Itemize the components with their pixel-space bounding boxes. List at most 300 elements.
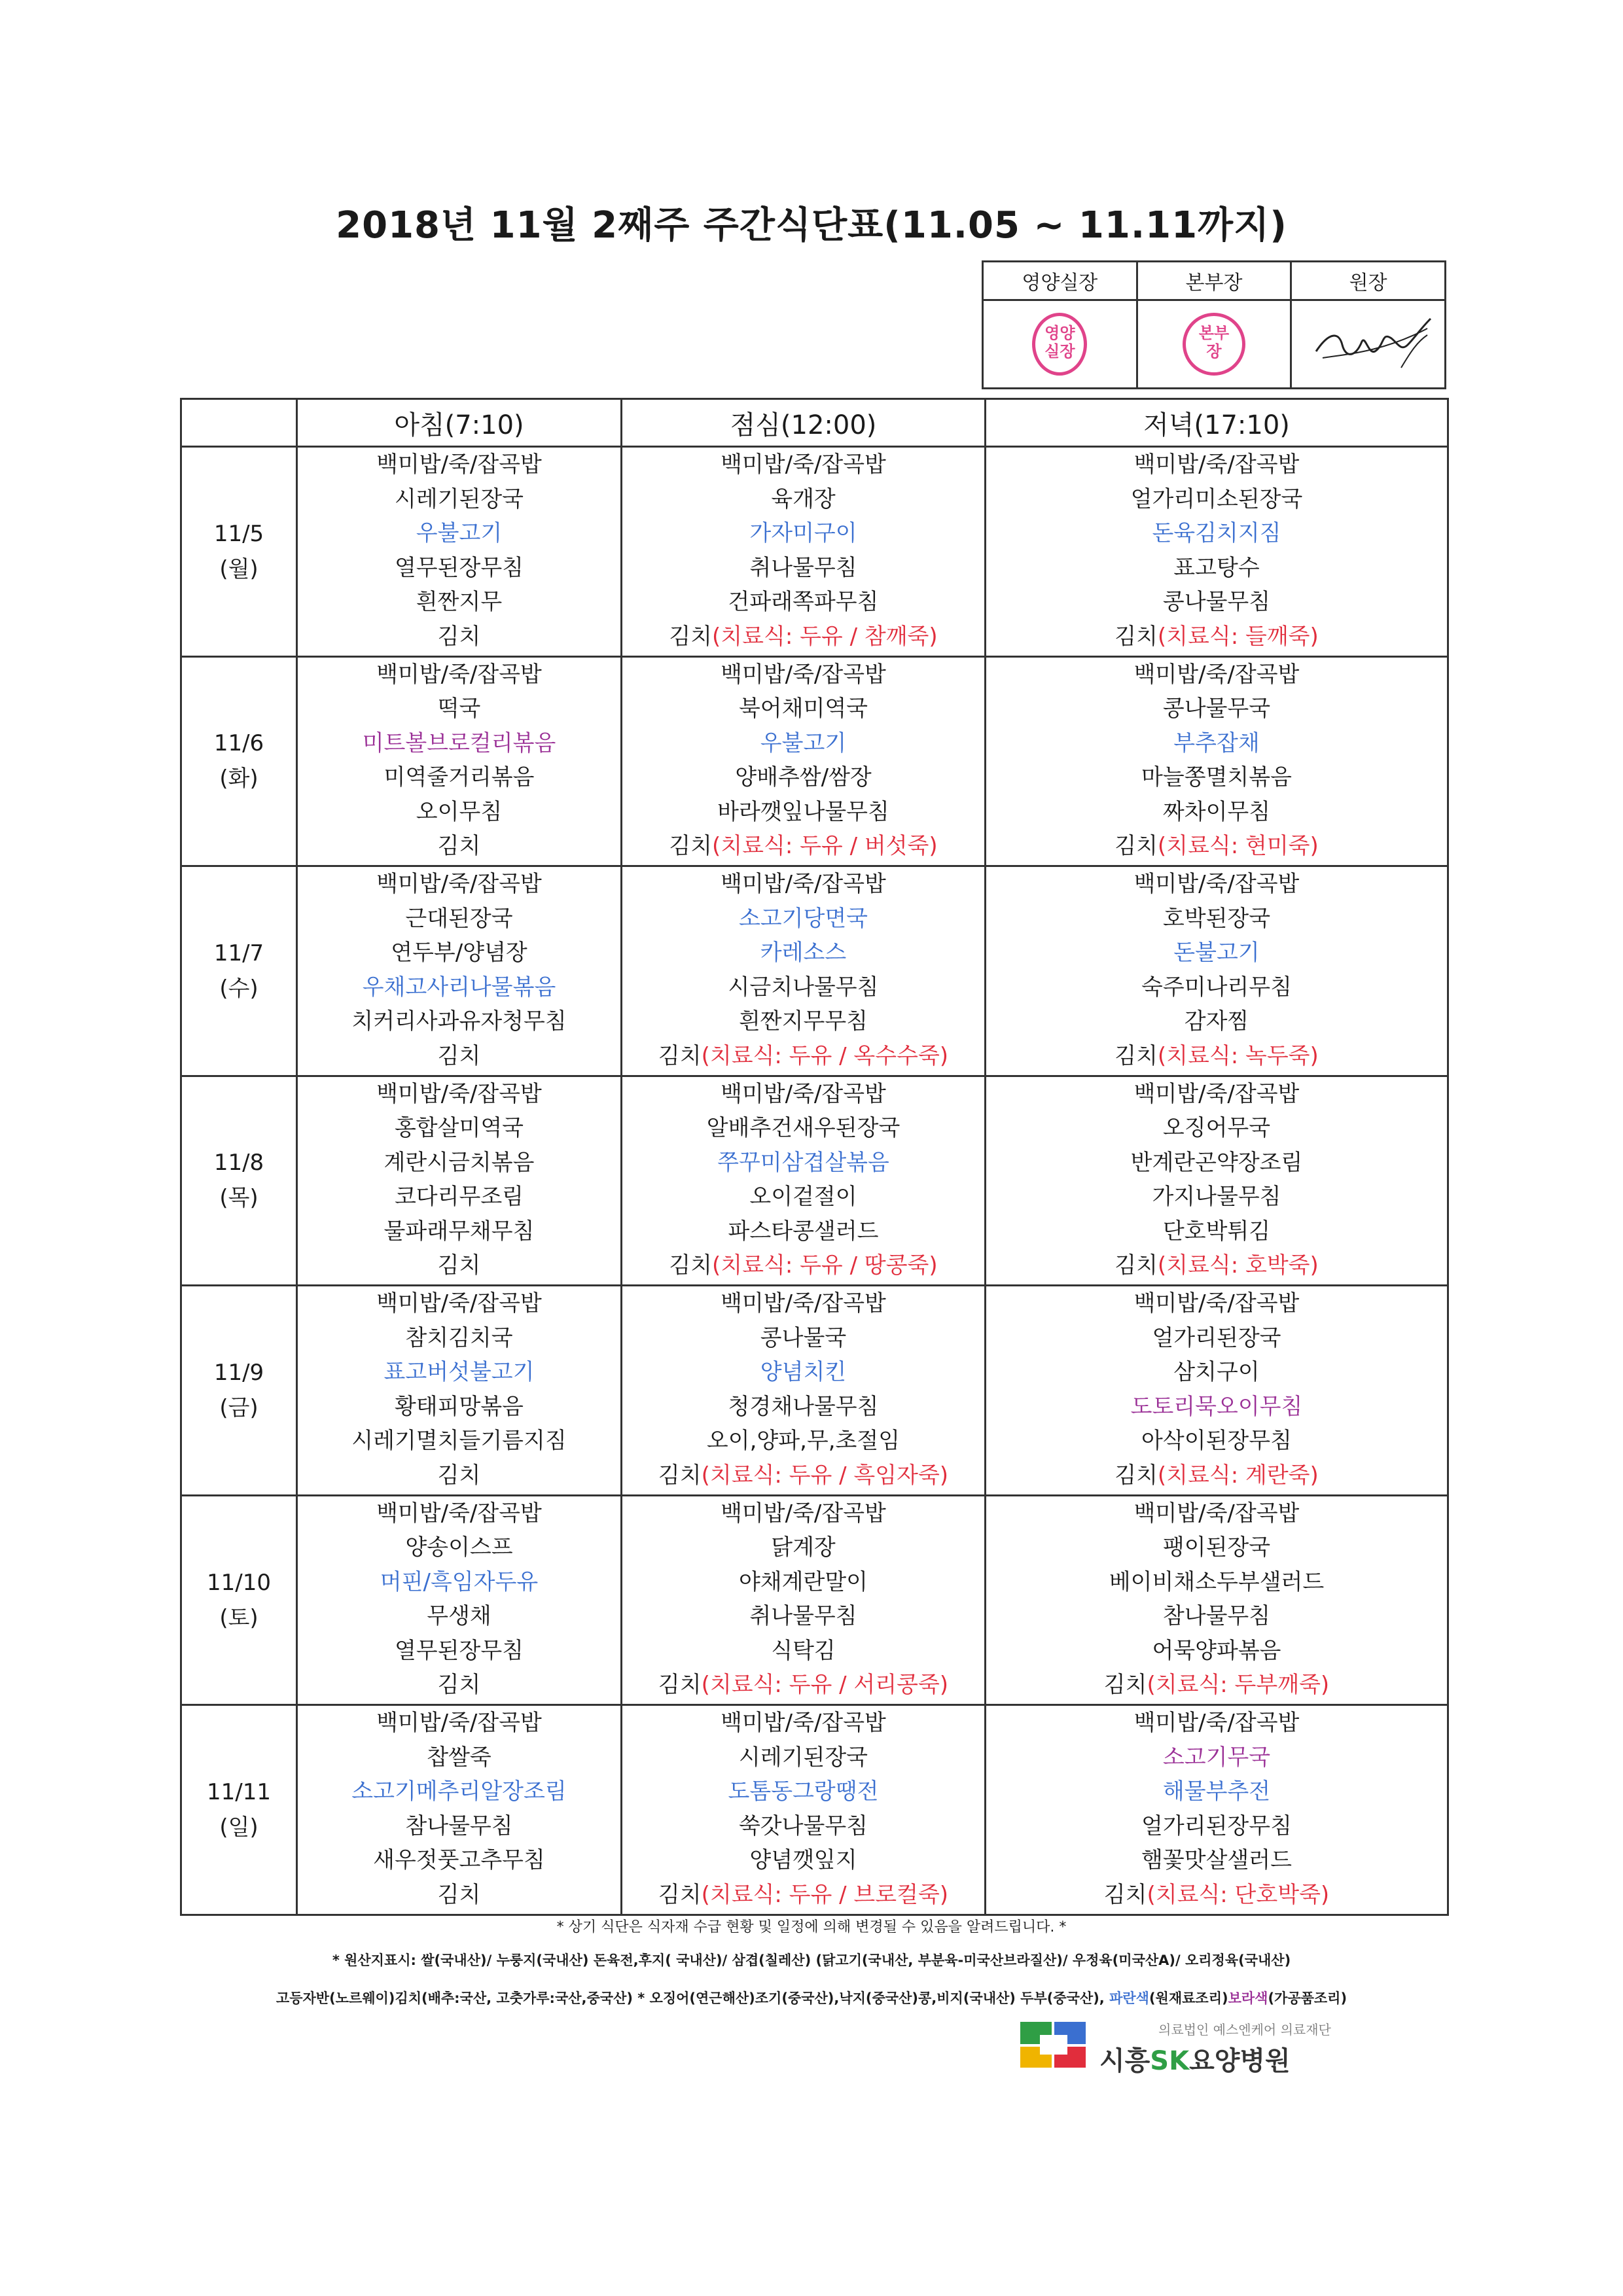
menu-item	[986, 692, 1447, 726]
menu-item-text: 취나물무침	[749, 1603, 857, 1630]
menu-item-text: 근대된장국	[405, 905, 513, 932]
therapeutic-diet-note: (치료식: 두부깨죽)	[1147, 1672, 1330, 1699]
menu-item-text: 김치	[437, 623, 481, 650]
menu-item	[986, 1248, 1447, 1283]
menu-item-text: 김치	[1115, 1042, 1158, 1069]
menu-item-text: 김치	[1115, 833, 1158, 860]
menu-item	[622, 585, 984, 620]
menu-item	[298, 1530, 620, 1565]
therapeutic-diet-note: (치료식: 호박죽)	[1157, 1252, 1319, 1279]
menu-item-text: 쭈꾸미삼겹살볶음	[717, 1149, 889, 1176]
menu-item	[298, 1740, 620, 1775]
menu-item-text: 백미밥/죽/잡곡밥	[721, 1500, 886, 1527]
menu-item	[986, 1496, 1447, 1531]
menu-item	[622, 1565, 984, 1600]
menu-item	[622, 1706, 984, 1740]
menu-item-text: 감자찜	[1184, 1008, 1249, 1035]
menu-item	[986, 1077, 1447, 1112]
menu-item	[298, 1843, 620, 1878]
menu-item-text: 새우젓풋고추무침	[373, 1847, 545, 1874]
lunch-cell	[622, 1286, 986, 1496]
menu-item	[622, 760, 984, 795]
menu-item-text: 숙주미나리무침	[1141, 974, 1292, 1000]
menu-header-row	[181, 399, 1448, 447]
menu-item	[986, 1809, 1447, 1844]
menu-item-text: 시레기멸치들기름지짐	[351, 1428, 567, 1455]
menu-item-text: 김치	[1115, 1252, 1158, 1279]
menu-item-text: 양배추쌈/쌈장	[735, 764, 872, 791]
menu-item	[622, 867, 984, 902]
menu-header-breakfast: 아침(7:10)	[297, 399, 622, 447]
menu-item-text: 얼가리미소된장국	[1130, 486, 1303, 512]
hospital-name-pre: 시흥	[1099, 2046, 1150, 2076]
day-weekday: (월)	[219, 556, 259, 582]
menu-item-text: 미트볼브로컬리볶음	[362, 730, 556, 756]
menu-item-text: 반계란곤약장조림	[1130, 1149, 1303, 1176]
menu-item	[622, 1530, 984, 1565]
menu-item	[986, 1565, 1447, 1600]
dinner-cell	[986, 866, 1448, 1076]
menu-day-row	[181, 1286, 1448, 1496]
menu-item	[622, 1668, 984, 1703]
menu-item	[986, 829, 1447, 864]
menu-item-text: 파스타콩샐러드	[728, 1218, 879, 1245]
menu-item-text: 표고탕수	[1173, 554, 1260, 581]
menu-item-text: 얼가리된장국	[1152, 1324, 1281, 1351]
menu-item-text: 코다리무조림	[394, 1184, 524, 1210]
therapeutic-diet-note: (치료식: 현미죽)	[1157, 833, 1319, 860]
menu-item	[622, 1390, 984, 1424]
day-date: 11/10	[207, 1569, 271, 1596]
menu-item-text: 물파래무채무침	[383, 1218, 535, 1245]
menu-item	[298, 1565, 620, 1600]
menu-item	[622, 1286, 984, 1321]
menu-header-lunch: 점심(12:00)	[622, 399, 986, 447]
day-date: 11/6	[213, 730, 264, 757]
menu-item-text: 건파래쪽파무침	[728, 589, 879, 615]
menu-item-text: 짜차이무침	[1162, 798, 1271, 825]
menu-item-text: 김치	[669, 833, 713, 860]
menu-item	[298, 1878, 620, 1913]
menu-header-dinner: 저녁(17:10)	[986, 399, 1448, 447]
hospital-name	[1099, 2040, 1291, 2077]
menu-item-text: 호박된장국	[1162, 905, 1271, 932]
breakfast-cell	[297, 1705, 622, 1915]
legend-blue-word: 파란색	[1109, 1990, 1149, 2006]
day-weekday: (화)	[219, 766, 259, 792]
lunch-cell	[622, 1495, 986, 1705]
menu-item	[622, 1634, 984, 1669]
menu-item	[986, 1180, 1447, 1214]
menu-item-text: 시레기된장국	[394, 486, 524, 512]
day-cell	[181, 1286, 297, 1496]
menu-item-text: 소고기무국	[1162, 1744, 1271, 1771]
therapeutic-diet-note: (치료식: 두유 / 브로컬죽)	[701, 1881, 949, 1908]
menu-item-text: 백미밥/죽/잡곡밥	[376, 451, 542, 478]
menu-item-text: 치커리사과유자청무침	[351, 1008, 567, 1035]
day-cell	[181, 866, 297, 1076]
menu-item	[298, 1248, 620, 1283]
menu-item-text: 콩나물무국	[1162, 696, 1271, 722]
menu-item-text: 무생채	[427, 1603, 491, 1630]
menu-item	[298, 1111, 620, 1146]
therapeutic-diet-note: (치료식: 계란죽)	[1157, 1462, 1319, 1489]
menu-item	[298, 1809, 620, 1844]
menu-item-text: 백미밥/죽/잡곡밥	[376, 1080, 542, 1107]
menu-item-text: 얼가리된장무침	[1141, 1812, 1292, 1839]
menu-item	[298, 658, 620, 692]
menu-item	[298, 1668, 620, 1703]
menu-item-text: 백미밥/죽/잡곡밥	[1133, 1290, 1300, 1317]
menu-header-empty	[181, 399, 297, 447]
day-weekday: (금)	[219, 1395, 259, 1422]
menu-item-text: 마늘쫑멸치볶음	[1141, 764, 1292, 791]
menu-item-text: 연두부/양념장	[391, 940, 527, 966]
menu-item	[986, 867, 1447, 902]
menu-item	[622, 936, 984, 970]
menu-item-text: 백미밥/죽/잡곡밥	[721, 661, 886, 688]
approval-header-chief: 원장	[1291, 262, 1446, 300]
therapeutic-diet-note: (치료식: 두유 / 옥수수죽)	[701, 1042, 949, 1069]
menu-item-text: 찹쌀죽	[427, 1744, 491, 1771]
dinner-cell	[986, 447, 1448, 657]
menu-item	[622, 1355, 984, 1390]
origin-note-2-text: 고등자반(노르웨이)김치(배추:국산, 고춧가루:국산,중국산) * 오징어(연근해산)조기(중국산),낙지(중국산)콩,비지(국내산) 두부(중국산),	[276, 1990, 1110, 2006]
hospital-logo-icon	[1018, 2018, 1090, 2070]
menu-item	[986, 795, 1447, 830]
menu-item-text: 양념깻잎지	[749, 1847, 857, 1874]
day-date: 11/5	[213, 520, 264, 547]
chief-signature-icon	[1303, 306, 1434, 378]
breakfast-cell	[297, 866, 622, 1076]
menu-item	[298, 970, 620, 1005]
menu-day-row	[181, 1705, 1448, 1915]
menu-item-text: 백미밥/죽/잡곡밥	[721, 451, 886, 478]
therapeutic-diet-note: (치료식: 단호박죽)	[1147, 1881, 1330, 1908]
menu-item-text: 오이겉절이	[749, 1184, 857, 1210]
menu-item-text: 백미밥/죽/잡곡밥	[1133, 1710, 1300, 1737]
menu-item	[622, 902, 984, 936]
therapeutic-diet-note: (치료식: 두유 / 땅콩죽)	[712, 1252, 938, 1279]
menu-item-text: 백미밥/죽/잡곡밥	[376, 1500, 542, 1527]
menu-item	[986, 551, 1447, 586]
nutrition-seal-stamp: 영양 실장	[1032, 313, 1087, 376]
day-date: 11/9	[213, 1360, 264, 1386]
menu-item-text: 양념치킨	[760, 1359, 847, 1386]
menu-item-text: 돈불고기	[1173, 940, 1260, 966]
dinner-cell	[986, 1076, 1448, 1286]
menu-item-text: 도토리묵오이무침	[1130, 1393, 1303, 1420]
menu-item	[298, 1039, 620, 1074]
menu-item	[986, 1634, 1447, 1669]
menu-item	[986, 1039, 1447, 1074]
menu-item-text: 시금치나물무침	[728, 974, 879, 1000]
menu-item	[298, 620, 620, 654]
menu-item	[298, 1077, 620, 1112]
menu-item	[622, 1740, 984, 1775]
menu-item	[986, 1424, 1447, 1458]
menu-item	[298, 1180, 620, 1214]
menu-item-text: 우불고기	[416, 520, 503, 546]
menu-item	[298, 1390, 620, 1424]
hospital-name-sk: SK	[1150, 2046, 1190, 2076]
menu-item	[986, 1843, 1447, 1878]
menu-item-text: 햄꽃맛살샐러드	[1141, 1847, 1292, 1874]
menu-item-text: 야채계란말이	[738, 1568, 868, 1595]
menu-item-text: 오징어무국	[1162, 1115, 1271, 1142]
menu-item	[986, 1775, 1447, 1809]
menu-item-text: 김치	[1103, 1881, 1147, 1908]
approval-sign-director	[1137, 300, 1291, 389]
weekly-menu-table	[180, 398, 1449, 1916]
menu-item	[986, 620, 1447, 654]
menu-item	[986, 970, 1447, 1005]
legend-purple-word: 보라색	[1228, 1990, 1268, 2006]
day-cell	[181, 1076, 297, 1286]
menu-item	[986, 1668, 1447, 1703]
menu-item	[986, 1214, 1447, 1249]
menu-item	[986, 516, 1447, 551]
lunch-cell	[622, 866, 986, 1076]
menu-item	[622, 551, 984, 586]
menu-item-text: 백미밥/죽/잡곡밥	[1133, 871, 1300, 898]
menu-item	[622, 516, 984, 551]
menu-item	[622, 795, 984, 830]
menu-item	[298, 1004, 620, 1039]
menu-item-text: 황태피망볶음	[394, 1393, 524, 1420]
menu-item	[986, 1458, 1447, 1493]
menu-item	[622, 620, 984, 654]
menu-item	[986, 1390, 1447, 1424]
menu-item	[298, 482, 620, 517]
menu-item	[622, 1424, 984, 1458]
menu-item-text: 열무된장무침	[394, 1637, 524, 1664]
menu-item-text: 가지나물무침	[1152, 1184, 1281, 1210]
menu-item	[986, 1740, 1447, 1775]
menu-item-text: 흰짠지무무침	[738, 1008, 868, 1035]
menu-item-text: 백미밥/죽/잡곡밥	[1133, 661, 1300, 688]
menu-item	[622, 1809, 984, 1844]
menu-item	[986, 1599, 1447, 1634]
menu-item-text: 콩나물무침	[1162, 589, 1271, 615]
menu-body	[181, 447, 1448, 1915]
menu-item-text: 돈육김치지짐	[1152, 520, 1281, 546]
menu-item	[986, 726, 1447, 761]
menu-item	[298, 1286, 620, 1321]
menu-item-text: 삼치구이	[1173, 1359, 1260, 1386]
menu-item	[986, 1146, 1447, 1180]
breakfast-cell	[297, 656, 622, 866]
menu-item-text: 팽이된장국	[1162, 1534, 1271, 1561]
menu-item-text: 베이비채소두부샐러드	[1109, 1568, 1325, 1595]
dinner-cell	[986, 1495, 1448, 1705]
hospital-logo	[1018, 2015, 1397, 2074]
menu-item	[298, 936, 620, 970]
menu-item	[298, 760, 620, 795]
menu-item-text: 콩나물국	[760, 1324, 847, 1351]
menu-item-text: 김치	[658, 1881, 702, 1908]
menu-item	[622, 829, 984, 864]
approval-sign-nutrition	[983, 300, 1137, 389]
lunch-cell	[622, 1705, 986, 1915]
menu-item-text: 계란시금치볶음	[383, 1149, 535, 1176]
menu-item	[622, 1878, 984, 1913]
lunch-cell	[622, 447, 986, 657]
menu-item	[298, 692, 620, 726]
menu-item	[986, 902, 1447, 936]
day-date: 11/7	[213, 940, 264, 966]
menu-item	[986, 1878, 1447, 1913]
page-title: 2018년 11월 2째주 주간식단표(11.05 ~ 11.11까지)	[336, 204, 1287, 247]
approval-box	[982, 260, 1446, 389]
approval-header-nutrition: 영양실장	[983, 262, 1137, 300]
therapeutic-diet-note: (치료식: 두유 / 서리콩죽)	[701, 1672, 949, 1699]
menu-item-text: 오이,양파,무,초절임	[706, 1428, 901, 1455]
menu-item	[622, 1458, 984, 1493]
day-weekday: (토)	[219, 1604, 259, 1631]
day-weekday: (목)	[219, 1185, 259, 1212]
menu-item	[298, 585, 620, 620]
legend-purple-desc: (가공품조리)	[1268, 1990, 1347, 2006]
menu-item-text: 백미밥/죽/잡곡밥	[1133, 1500, 1300, 1527]
menu-item	[986, 1706, 1447, 1740]
menu-item-text: 소고기메추리알장조림	[351, 1778, 567, 1805]
logo-subtitle: 의료법인 예스엔케어 의료재단	[1158, 2022, 1331, 2038]
day-cell	[181, 447, 297, 657]
menu-item	[298, 448, 620, 482]
menu-item-text: 도톰동그랑땡전	[728, 1778, 879, 1805]
menu-item	[986, 585, 1447, 620]
approval-header-director: 본부장	[1137, 262, 1291, 300]
day-cell	[181, 1705, 297, 1915]
menu-item-text: 머핀/흑임자두유	[380, 1568, 539, 1595]
menu-item	[298, 516, 620, 551]
menu-item-text: 열무된장무침	[394, 554, 524, 581]
day-date: 11/11	[207, 1779, 271, 1806]
therapeutic-diet-note: (치료식: 두유 / 참깨죽)	[712, 623, 938, 650]
menu-day-row	[181, 447, 1448, 657]
menu-day-row	[181, 1076, 1448, 1286]
menu-item-text: 우채고사리나물볶음	[362, 974, 556, 1000]
menu-item-text: 육개장	[771, 486, 836, 512]
menu-item-text: 가자미구이	[749, 520, 857, 546]
menu-item-text: 백미밥/죽/잡곡밥	[376, 871, 542, 898]
menu-item-text: 백미밥/죽/잡곡밥	[1133, 451, 1300, 478]
menu-item	[622, 1039, 984, 1074]
menu-item	[298, 1775, 620, 1809]
menu-item-text: 쑥갓나물무침	[738, 1812, 868, 1839]
menu-item-text: 바라깻잎나물무침	[717, 798, 889, 825]
menu-item-text: 아삭이된장무침	[1141, 1428, 1292, 1455]
menu-item	[298, 867, 620, 902]
menu-item-text: 참치김치국	[405, 1324, 513, 1351]
menu-item-text: 백미밥/죽/잡곡밥	[721, 1710, 886, 1737]
day-weekday: (일)	[219, 1814, 259, 1841]
therapeutic-diet-note: (치료식: 두유 / 버섯죽)	[712, 833, 938, 860]
menu-item	[298, 1496, 620, 1531]
menu-item-text: 해물부추전	[1162, 1778, 1271, 1805]
menu-item-text: 어묵양파볶음	[1152, 1637, 1281, 1664]
menu-item-text: 김치	[669, 1252, 713, 1279]
menu-item-text: 흰짠지무	[416, 589, 503, 615]
menu-item	[986, 1286, 1447, 1321]
therapeutic-diet-note: (치료식: 들깨죽)	[1157, 623, 1319, 650]
menu-item-text: 김치	[658, 1462, 702, 1489]
day-cell	[181, 1495, 297, 1705]
menu-item	[622, 1321, 984, 1356]
menu-item	[622, 1180, 984, 1214]
menu-item-text: 김치	[1115, 1462, 1158, 1489]
menu-item-text: 김치	[437, 833, 481, 860]
dinner-cell	[986, 656, 1448, 866]
menu-item-text: 김치	[437, 1672, 481, 1699]
menu-item-text: 청경채나물무침	[728, 1393, 879, 1420]
menu-item-text: 김치	[658, 1672, 702, 1699]
menu-item	[298, 1214, 620, 1249]
menu-item	[622, 1077, 984, 1112]
menu-item-text: 백미밥/죽/잡곡밥	[721, 1290, 886, 1317]
origin-note-2	[0, 1988, 1623, 2007]
menu-item	[622, 658, 984, 692]
dinner-cell	[986, 1286, 1448, 1496]
menu-item	[298, 829, 620, 864]
therapeutic-diet-note: (치료식: 녹두죽)	[1157, 1042, 1319, 1069]
menu-item	[986, 1111, 1447, 1146]
menu-item-text: 카레소스	[760, 940, 847, 966]
menu-item	[298, 795, 620, 830]
menu-item-text: 떡국	[437, 696, 481, 722]
menu-item-text: 김치	[437, 1462, 481, 1489]
menu-item	[986, 760, 1447, 795]
menu-item-text: 백미밥/죽/잡곡밥	[721, 871, 886, 898]
menu-item-text: 백미밥/죽/잡곡밥	[1133, 1080, 1300, 1107]
menu-item-text: 양송이스프	[405, 1534, 513, 1561]
menu-item-text: 닭계장	[771, 1534, 836, 1561]
menu-item-text: 식탁김	[771, 1637, 836, 1664]
change-notice: * 상기 식단은 식자재 수급 현황 및 일정에 의해 변경될 수 있음을 알려드립니다. *	[556, 1919, 1067, 1935]
menu-item	[298, 1458, 620, 1493]
menu-item	[622, 1843, 984, 1878]
lunch-cell	[622, 656, 986, 866]
menu-item-text: 김치	[437, 1252, 481, 1279]
menu-item	[622, 1111, 984, 1146]
lunch-cell	[622, 1076, 986, 1286]
breakfast-cell	[297, 1076, 622, 1286]
menu-item	[986, 482, 1447, 517]
menu-item	[298, 1321, 620, 1356]
menu-item	[622, 1775, 984, 1809]
menu-item	[298, 1599, 620, 1634]
menu-item	[298, 1355, 620, 1390]
menu-item-text: 표고버섯불고기	[383, 1359, 535, 1386]
menu-day-row	[181, 656, 1448, 866]
menu-item	[298, 1146, 620, 1180]
menu-item	[986, 448, 1447, 482]
menu-item-text: 백미밥/죽/잡곡밥	[721, 1080, 886, 1107]
menu-item	[622, 1214, 984, 1249]
menu-item-text: 북어채미역국	[738, 696, 868, 722]
menu-item-text: 김치	[437, 1881, 481, 1908]
menu-item	[622, 1004, 984, 1039]
approval-sign-chief	[1291, 300, 1446, 389]
menu-item-text: 백미밥/죽/잡곡밥	[376, 1710, 542, 1737]
menu-item-text: 김치	[1103, 1672, 1147, 1699]
menu-item-text: 소고기당면국	[738, 905, 868, 932]
menu-item-text: 참나물무침	[1162, 1603, 1271, 1630]
menu-item	[622, 1496, 984, 1531]
menu-item-text: 참나물무침	[405, 1812, 513, 1839]
menu-day-row	[181, 866, 1448, 1076]
